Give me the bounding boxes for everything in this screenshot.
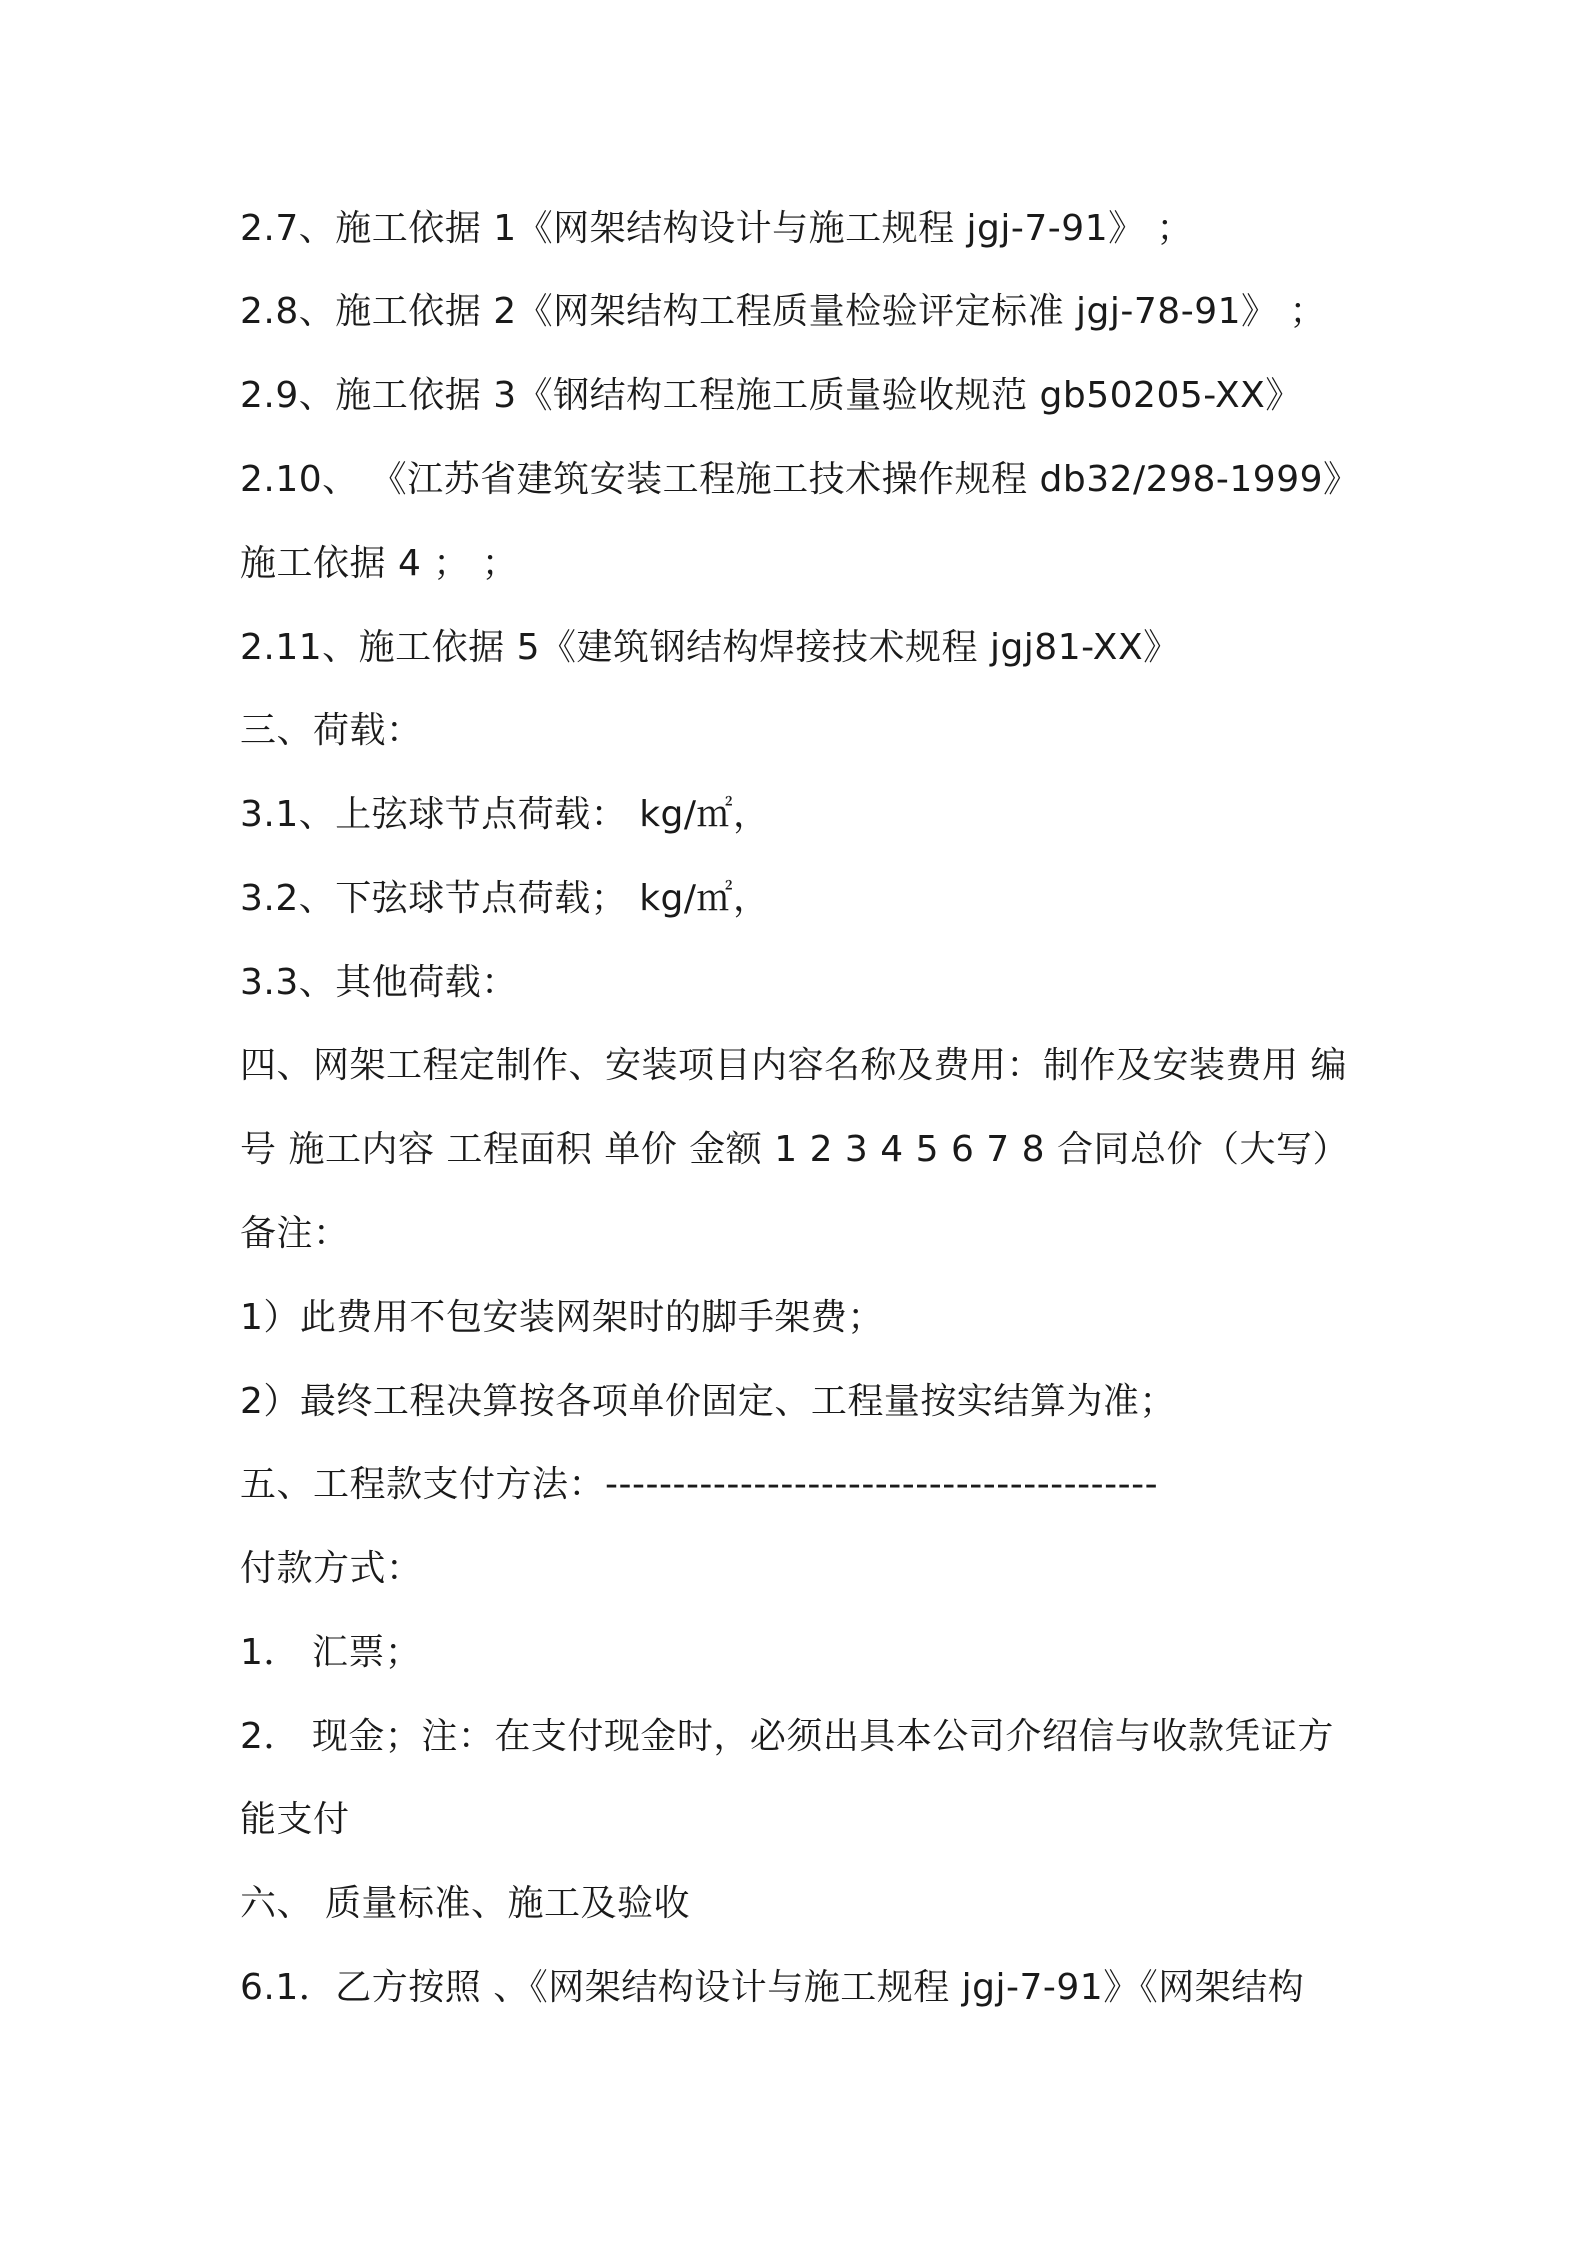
remark-item-1: 1）此费用不包安装网架时的脚手架费； [240, 1297, 884, 1338]
doc-line-2-9: 2.9、施工依据 3《钢结构工程施工质量验收规范 gb50205-XX》 [240, 375, 1302, 416]
payment-item-1: 1． 汇票； [240, 1632, 422, 1673]
payment-item-2: 2． 现金；注：在支付现金时，必须出具本公司介绍信与收款凭证方 [240, 1716, 1334, 1757]
section-heading-fees: 四、网架工程定制作、安装项目内容名称及费用：制作及安装费用 编 [240, 1045, 1347, 1086]
doc-line-2-7: 2.7、施工依据 1《网架结构设计与施工规程 jgj-7-91》 ； [240, 208, 1194, 249]
section-heading-load: 三、荷载： [240, 710, 423, 751]
payment-item-2-cont: 能支付 [240, 1799, 350, 1840]
remark-item-2: 2）最终工程决算按各项单价固定、工程量按实结算为准； [240, 1381, 1176, 1422]
doc-line-2-10-cont: 施工依据 4 ； ； [240, 543, 519, 584]
payment-method-heading: 付款方式： [240, 1548, 423, 1589]
section-heading-payment: 五、工程款支付方法：----------------------------------------- [240, 1464, 1159, 1505]
remarks-heading: 备注： [240, 1213, 350, 1254]
doc-line-fees-cont: 号 施工内容 工程面积 单价 金额 1 2 3 4 5 6 7 8 合同总价（大写） [240, 1129, 1349, 1170]
doc-line-6-1: 6.1．乙方按照 、《网架结构设计与施工规程 jgj-7-91》《网架结构 [240, 1967, 1305, 2008]
doc-line-2-10: 2.10、 《江苏省建筑安装工程施工技术操作规程 db32/298-1999》 [240, 459, 1360, 500]
doc-line-3-3: 3.3、其他荷载： [240, 962, 518, 1003]
doc-line-3-1: 3.1、上弦球节点荷载： kg/㎡， [240, 794, 770, 835]
doc-line-2-11: 2.11、施工依据 5《建筑钢结构焊接技术规程 jgj81-XX》 [240, 627, 1180, 668]
doc-line-3-2: 3.2、下弦球节点荷载； kg/㎡， [240, 878, 770, 919]
doc-line-2-8: 2.8、施工依据 2《网架结构工程质量检验评定标准 jgj-78-91》 ； [240, 291, 1326, 332]
section-heading-quality: 六、 质量标准、施工及验收 [240, 1883, 690, 1924]
